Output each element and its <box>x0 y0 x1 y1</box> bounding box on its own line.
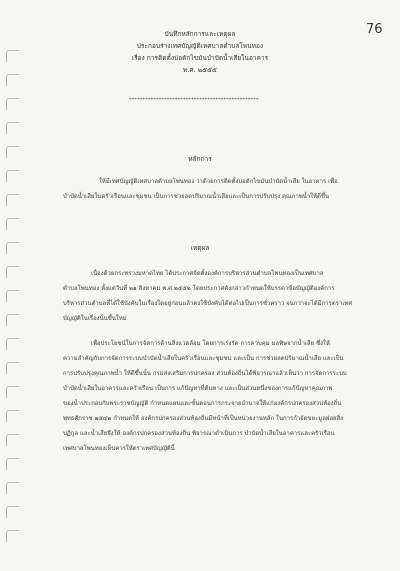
reason-para2-line: บำบัดน้ำเสียในอาคารและครัวเรือน เป็นการ แก้ปัญหาที่ต้นทาง และเป็นส่วนหนึ่งของการแก้ปัญหาคุณภาพ <box>63 386 333 392</box>
page-number: 76 <box>366 22 383 37</box>
reason-para1-line: ตำบลโพนทอง ตั้งแต่วันที่ ๒๑ สิงหาคม พ.ศ.๒๕๕๒ โดยประกาศดังกล่าวกำหนดให้บรรดาข้อบัญญัติองค์การ <box>63 286 335 292</box>
reason-para2-line: เทศบาลโพนทองเห็นควรให้ตราเทศบัญญัตินี้ <box>63 446 175 452</box>
reason-para1-line: บริหารส่วนตำบลที่ได้ใช้บังคับในเรื่องใดอยู่ก่อนแล้วคงใช้บังคับได้ต่อไปเป็นการชั่วคราว จนกว่าจะได้มีการตราเทศ <box>63 301 353 307</box>
binder-holes <box>6 50 20 550</box>
memo-subtitle: ประกอบร่างเทศบัญญัติเทศบาลตำบลโพนทอง <box>136 42 264 50</box>
memo-title: บันทึกหลักการและเหตุผล <box>164 30 236 38</box>
reason-para2-line: การปรับปรุงคุณภาพน้ำ ให้ดีขึ้นนั้น กรมส่งเสริมการปกครอง ส่วนท้องถิ่นได้พิจารณาแล้วเห็นว่า การจัดการระบบ <box>63 371 347 377</box>
reason-para2-line: พุทธศักราช ๒๕๔๒ กำหนดให้ องค์กรปกครองส่วนท้องถิ่นมีหน้าที่เป็นหน่วยงานหลัก ในการกำจัดขยะมูลฝอยสิ่ง <box>63 416 344 422</box>
memo-subject: เรื่อง การติดตั้งบ่อดักไขมันบำบัดน้ำเสียในอาคาร <box>131 54 269 62</box>
principle-line: ให้มีเทศบัญญัติเทศบาลตำบลโพนทอง ว่าด้วยการติดตั้งบ่อดักไขมันบำบัดน้ำเสีย ในอาคาร เพื่อ <box>99 179 338 185</box>
reason-para1-line: เนื่องด้วยกระทรวงมหาดไทย ได้ประกาศจัดตั้งองค์การบริหารส่วนตำบลโพนทองเป็นเทศบาล <box>91 271 324 277</box>
separator-line: ************************************************ <box>129 97 259 103</box>
principle-line: บำบัดน้ำเสียในครัวเรือนและชุมชน เป็นการช่วยลดปริมาณน้ำเสียและเป็นการปรับปรุง คุณภาพน้ำให้ดีขึ้น <box>63 194 330 200</box>
principle-heading: หลักการ <box>188 155 212 163</box>
reason-para1-line: บัญญัติในเรื่องนั้นขึ้นใหม่ <box>63 316 127 322</box>
reason-heading: เหตุผล <box>190 244 210 252</box>
memo-year: พ.ศ. ๒๕๕๕ <box>183 66 217 74</box>
reason-para2-line: ของน้ำประกอบกับพระราชบัญญัติ กำหนดแผนและขั้นตอนการกระจายอำนาจให้แก่องค์กรปกครองส่วนท้องถิ่น <box>63 401 342 407</box>
reason-para2-line: ปฏิกูล และน้ำเสียจึงให้ องค์กรปกครองส่วนท้องถิ่น พิจารณาดำเนินการ บำบัดน้ำเสียในอาคารและครัวเรือน <box>63 431 335 437</box>
reason-para2-line: เพื่อประโยชน์ในการจัดการด้านสิ่งแวดล้อม โดยการเร่งรัด การควบคุม มลพิษจากน้ำเสีย ซึ่งให้ <box>91 341 330 347</box>
reason-para2-line: ความสำคัญกับการจัดการระบบบำบัดน้ำเสียในครัวเรือนและชุมชน และเป็น การช่วยลดปริมาณน้ำเสีย และเป็น <box>63 356 344 362</box>
